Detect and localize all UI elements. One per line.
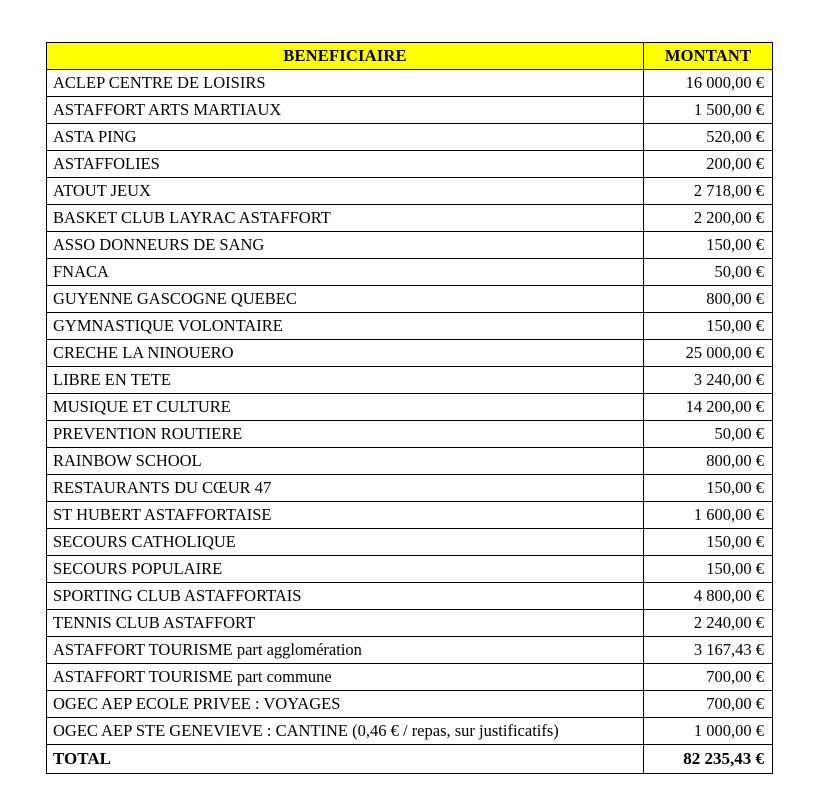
cell-total-label: TOTAL	[47, 745, 644, 774]
cell-beneficiary: GUYENNE GASCOGNE QUEBEC	[47, 286, 644, 313]
cell-amount: 4 800,00 €	[644, 583, 773, 610]
cell-beneficiary: SPORTING CLUB ASTAFFORTAIS	[47, 583, 644, 610]
cell-amount: 3 240,00 €	[644, 367, 773, 394]
cell-amount: 800,00 €	[644, 448, 773, 475]
table-row	[47, 664, 773, 691]
table-row	[47, 97, 773, 124]
cell-amount: 520,00 €	[644, 124, 773, 151]
table-row	[47, 259, 773, 286]
cell-amount: 2 718,00 €	[644, 178, 773, 205]
cell-beneficiary: ACLEP CENTRE DE LOISIRS	[47, 70, 644, 97]
cell-beneficiary: MUSIQUE ET CULTURE	[47, 394, 644, 421]
cell-beneficiary: RESTAURANTS DU CŒUR 47	[47, 475, 644, 502]
cell-beneficiary: ATOUT JEUX	[47, 178, 644, 205]
cell-amount: 700,00 €	[644, 691, 773, 718]
cell-beneficiary: OGEC AEP STE GENEVIEVE : CANTINE (0,46 € / repas, sur justificatifs)	[47, 718, 644, 745]
cell-beneficiary: ASTAFFOLIES	[47, 151, 644, 178]
cell-amount: 1 600,00 €	[644, 502, 773, 529]
table-row	[47, 637, 773, 664]
cell-beneficiary: OGEC AEP ECOLE PRIVEE : VOYAGES	[47, 691, 644, 718]
cell-beneficiary: RAINBOW SCHOOL	[47, 448, 644, 475]
cell-amount: 50,00 €	[644, 259, 773, 286]
cell-beneficiary: ST HUBERT ASTAFFORTAISE	[47, 502, 644, 529]
table-row	[47, 367, 773, 394]
table-row	[47, 610, 773, 637]
cell-amount: 150,00 €	[644, 313, 773, 340]
cell-beneficiary: BASKET CLUB LAYRAC ASTAFFORT	[47, 205, 644, 232]
cell-beneficiary: ASSO DONNEURS DE SANG	[47, 232, 644, 259]
cell-amount: 50,00 €	[644, 421, 773, 448]
cell-amount: 800,00 €	[644, 286, 773, 313]
cell-beneficiary: GYMNASTIQUE VOLONTAIRE	[47, 313, 644, 340]
cell-beneficiary: SECOURS CATHOLIQUE	[47, 529, 644, 556]
table-row	[47, 151, 773, 178]
table-row	[47, 394, 773, 421]
cell-beneficiary: FNACA	[47, 259, 644, 286]
table-row	[47, 556, 773, 583]
table-header	[47, 43, 773, 70]
cell-amount: 150,00 €	[644, 529, 773, 556]
table-row	[47, 529, 773, 556]
table-row	[47, 583, 773, 610]
cell-amount: 14 200,00 €	[644, 394, 773, 421]
cell-amount: 1 500,00 €	[644, 97, 773, 124]
cell-amount: 150,00 €	[644, 556, 773, 583]
column-header-beneficiary: BENEFICIAIRE	[47, 43, 644, 70]
table-row	[47, 205, 773, 232]
table-row	[47, 286, 773, 313]
cell-beneficiary: ASTAFFORT TOURISME part commune	[47, 664, 644, 691]
cell-beneficiary: ASTA PING	[47, 124, 644, 151]
cell-beneficiary: ASTAFFORT ARTS MARTIAUX	[47, 97, 644, 124]
table-row	[47, 475, 773, 502]
cell-amount: 2 200,00 €	[644, 205, 773, 232]
column-header-amount: MONTANT	[644, 43, 773, 70]
cell-beneficiary: PREVENTION ROUTIERE	[47, 421, 644, 448]
subsidy-table	[46, 42, 773, 774]
cell-amount: 2 240,00 €	[644, 610, 773, 637]
cell-amount: 150,00 €	[644, 475, 773, 502]
table-row	[47, 421, 773, 448]
cell-beneficiary: CRECHE LA NINOUERO	[47, 340, 644, 367]
table-row	[47, 340, 773, 367]
table-row	[47, 448, 773, 475]
table-row	[47, 124, 773, 151]
cell-amount: 150,00 €	[644, 232, 773, 259]
cell-beneficiary: SECOURS POPULAIRE	[47, 556, 644, 583]
cell-amount: 700,00 €	[644, 664, 773, 691]
table-total-row	[47, 745, 773, 774]
table-row	[47, 718, 773, 745]
table-row	[47, 691, 773, 718]
table-row	[47, 178, 773, 205]
cell-beneficiary: ASTAFFORT TOURISME part agglomération	[47, 637, 644, 664]
cell-amount: 3 167,43 €	[644, 637, 773, 664]
cell-amount: 200,00 €	[644, 151, 773, 178]
cell-amount: 25 000,00 €	[644, 340, 773, 367]
table-row	[47, 70, 773, 97]
table-row	[47, 502, 773, 529]
cell-amount: 16 000,00 €	[644, 70, 773, 97]
cell-total-amount: 82 235,43 €	[644, 745, 773, 774]
cell-beneficiary: TENNIS CLUB ASTAFFORT	[47, 610, 644, 637]
subsidy-table-container	[46, 42, 772, 774]
cell-amount: 1 000,00 €	[644, 718, 773, 745]
table-row	[47, 313, 773, 340]
table-row	[47, 232, 773, 259]
table-body	[47, 70, 773, 774]
cell-beneficiary: LIBRE EN TETE	[47, 367, 644, 394]
table-header-row	[47, 43, 773, 70]
